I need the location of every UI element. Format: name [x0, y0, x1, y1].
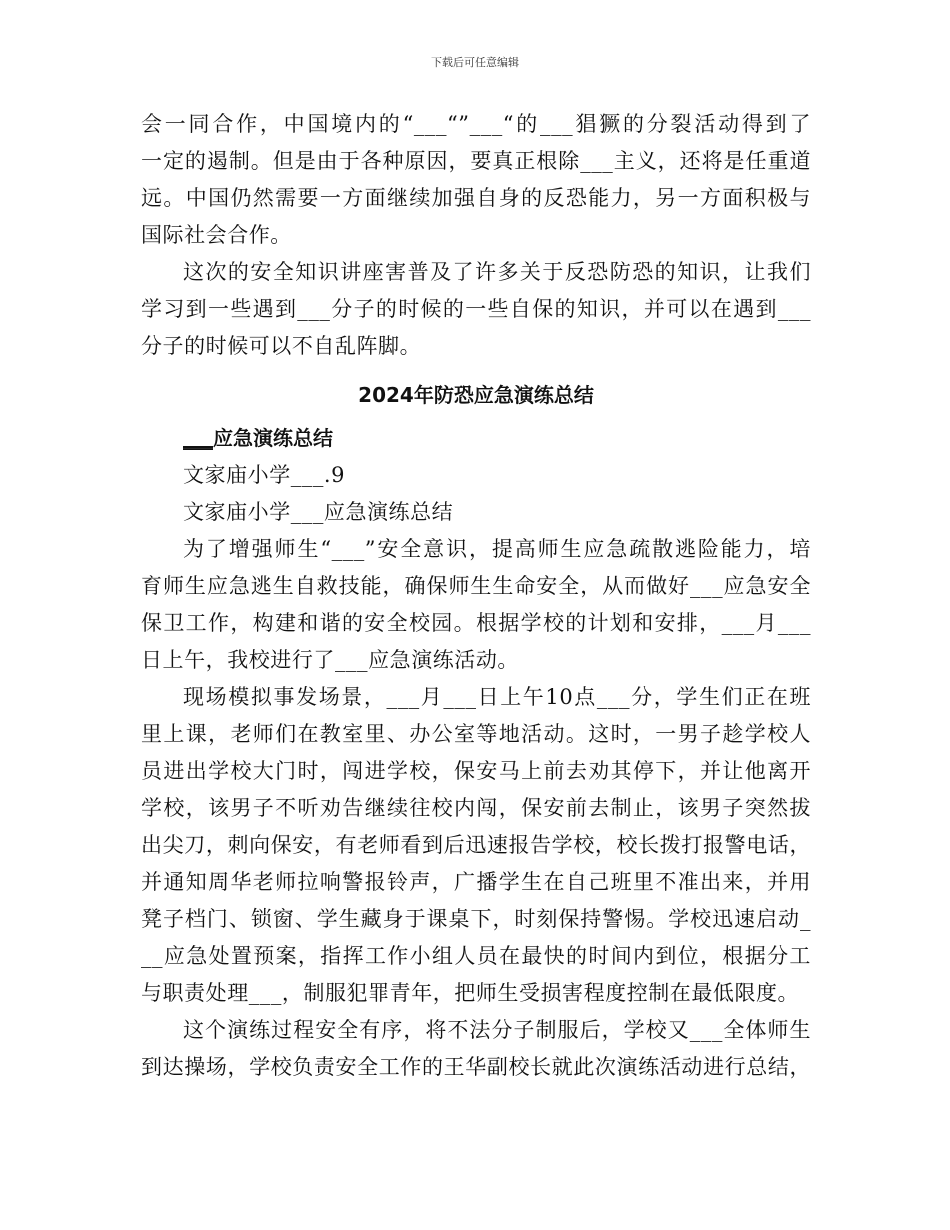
paragraph-line: 国际社会合作。: [141, 223, 292, 247]
document-body: [141, 106, 811, 1086]
lecture-paragraph: [141, 254, 811, 365]
meta-school-title: 文家庙小学___应急演练总结: [183, 500, 454, 524]
paragraph-line: 并通知周华老师拉响警报铃声，广播学生在自己班里不准出来，并用: [141, 870, 811, 894]
paragraph-line: 这个演练过程安全有序，将不法分子制服后，学校又___全体师生: [183, 1018, 811, 1042]
subtitle-blank: ___: [183, 426, 213, 450]
section-title: 2024年防恐应急演练总结: [358, 383, 594, 407]
paragraph-line: 分子的时候可以不自乱阵脚。: [141, 334, 422, 358]
paragraph-line: 与职责处理___，制服犯罪青年，把师生受损害程度控制在最低限度。: [141, 981, 800, 1005]
paragraph-line: 会一同合作，中国境内的“___“”___“的___猖獗的分裂活动得到了: [141, 112, 811, 136]
paragraph-line: 里上课，老师们在教室里、办公室等地活动。这时，一男子趁学校人: [141, 722, 811, 746]
paragraph-line: 到达操场，学校负责安全工作的王华副校长就此次演练活动进行总结，: [141, 1055, 811, 1079]
paragraph-line: 一定的遏制。但是由于各种原因，要真正根除___主义，还将是任重道: [141, 149, 811, 173]
paragraph-line: 凳子档门、锁窗、学生藏身于课桌下，时刻保持警惕。学校迅速启动_: [141, 907, 811, 931]
paragraph-line: 远。中国仍然需要一方面继续加强自身的反恐能力，另一方面积极与: [141, 186, 811, 210]
scenario-paragraph: [141, 679, 811, 1012]
paragraph-line: 员进出学校大门时，闯进学校，保安马上前去劝其停下，并让他离开: [141, 759, 811, 783]
paragraph-line: 出尖刀，刺向保安，有老师看到后迅速报告学校，校长拨打报警电话，: [141, 833, 811, 857]
paragraph-line: 日上午，我校进行了___应急演练活动。: [141, 648, 519, 672]
subtitle-text: 应急演练总结: [213, 426, 333, 450]
section-subtitle: [141, 420, 811, 457]
paragraph-line: __应急处置预案，指挥工作小组人员在最快的时间内到位，根据分工: [141, 944, 811, 968]
paragraph-line: 保卫工作，构建和谐的安全校园。根据学校的计划和安排，___月___: [141, 611, 811, 635]
page-header: 下载后可任意编辑: [431, 56, 519, 69]
paragraph-line: 现场模拟事发场景，___月___日上午10点___分，学生们正在班: [183, 685, 811, 709]
paragraph-line: 为了增强师生“___”安全意识，提高师生应急疏散逃险能力，培: [183, 537, 811, 561]
paragraph-line: 育师生应急逃生自救技能，确保师生生命安全，从而做好___应急安全: [141, 574, 811, 598]
paragraph-line: 学习到一些遇到___分子的时候的一些自保的知识，并可以在遇到___: [141, 297, 811, 321]
summary-paragraph: [141, 1012, 811, 1086]
meta-school-date: 文家庙小学___.9: [183, 463, 346, 487]
intro-paragraph: [141, 106, 811, 254]
paragraph-line: 学校，该男子不听劝告继续往校内闯，保安前去制止，该男子突然拔: [141, 796, 811, 820]
purpose-paragraph: [141, 531, 811, 679]
paragraph-line: 这次的安全知识讲座害普及了许多关于反恐防恐的知识，让我们: [183, 260, 811, 284]
